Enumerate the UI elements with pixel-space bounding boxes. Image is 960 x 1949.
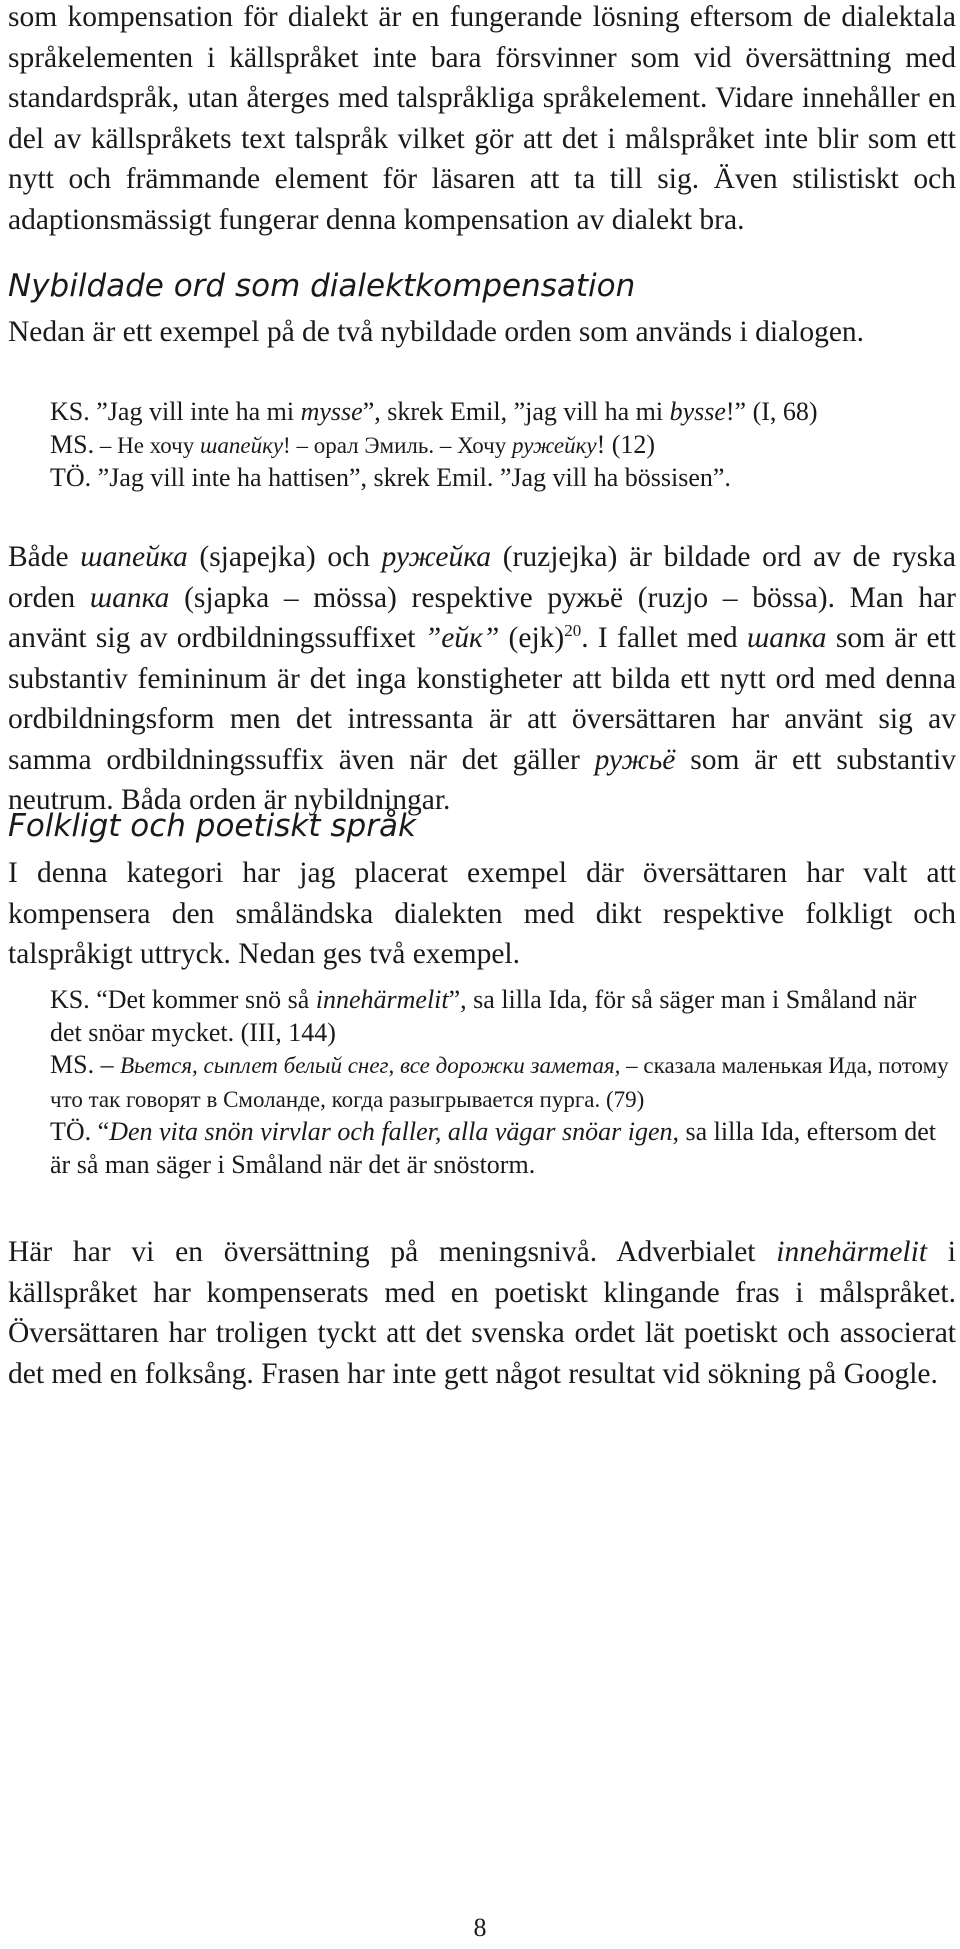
neologisms-lead-paragraph: Nedan är ett exempel på de två nybildade orden som används i dialogen. [8,316,865,348]
section-heading-neologisms: Nybildade ord som dialektkompensation [8,268,636,304]
example-ms-line: MS. – Не хочу шапейку! – орал Эмиль. – Хочу ружейку! (12) [50,429,656,459]
example-ms-block: MS. – Вьется, сыплет белый снег, все дорожки заметая, – сказала маленькая Ида, потому что так говорят в Смоланде, когда разыгрывается пурга. (79) [50,1050,949,1112]
folk-poetic-analysis-paragraph: Här har vi en översättning på meningsnivå. Adverbialet innehärmelit i källspråket har kompenserats med en poetiskt klingande fras i målspråket. Översättaren har troligen tyckt att det svenska ordet lät poetiskt och associerat det med en folksång. Frasen har inte gett något resultat vid sökning på Google. [8,1236,956,1390]
intro-paragraph: som kompensation för dialekt är en fungerande lösning eftersom de dialektala språkelementen i källspråket inte bara försvinner som vid översättning med standardspråk, utan återges med talspråkliga språkelement. Vidare innehåller en del av källspråkets text talspråk vilket gör att det i målspråket inte blir som ett nytt och främmande element för läsaren att ta till sig. Även stilistiskt och adaptionsmässigt fungerar denna kompensation av dialekt bra. [8,1,956,236]
example-ks-line: KS. ”Jag vill inte ha mi mysse”, skrek Emil, ”jag vill ha mi bysse!” (I, 68) [50,397,818,426]
folk-poetic-examples [50,984,950,1181]
neologisms-analysis-paragraph: Både шапейка (sjapejka) och ружейка (ruzjejka) är bildade ord av de ryska orden шапка (sjapka – mössa) respektive ружьё (ruzjo – bössa). Man har använt sig av ordbildningssuffixet ”ейк” (ejk)$^{20}$. I fallet med шапка som är ett substantiv femininum är det inga konstigheter att bilda ett nytt ord med denna ordbildningsform men det intressanta är att översättaren har använt sig av samma ordbildningssuffix även när det gäller ружьё som är ett substantiv neutrum. Båda orden är nybildningar. [8,541,956,816]
example-to-line: TÖ. ”Jag vill inte ha hattisen”, skrek Emil. ”Jag vill ha bössisen”. [50,463,731,492]
neologisms-examples [50,396,950,495]
page-number: 8 [473,1913,487,1942]
example-to-block: TÖ. “Den vita snön virvlar och faller, alla vägar snöar igen, sa lilla Ida, eftersom det är så man säger i Småland när det är snöstorm. [50,1117,937,1179]
section-heading-folk-poetic: Folkligt och poetiskt språk [8,808,416,844]
folk-poetic-lead-paragraph: I denna kategori har jag placerat exempel där översättaren har valt att kompensera den småländska dialekten med dikt respektive folkligt och talspråkigt uttryck. Nedan ges två exempel. [8,857,956,970]
example-ks-block: KS. “Det kommer snö så innehärmelit”, sa lilla Ida, för så säger man i Småland när det snöar mycket. (III, 144) [50,985,917,1047]
footnote-ref-20: 20 [564,621,582,641]
